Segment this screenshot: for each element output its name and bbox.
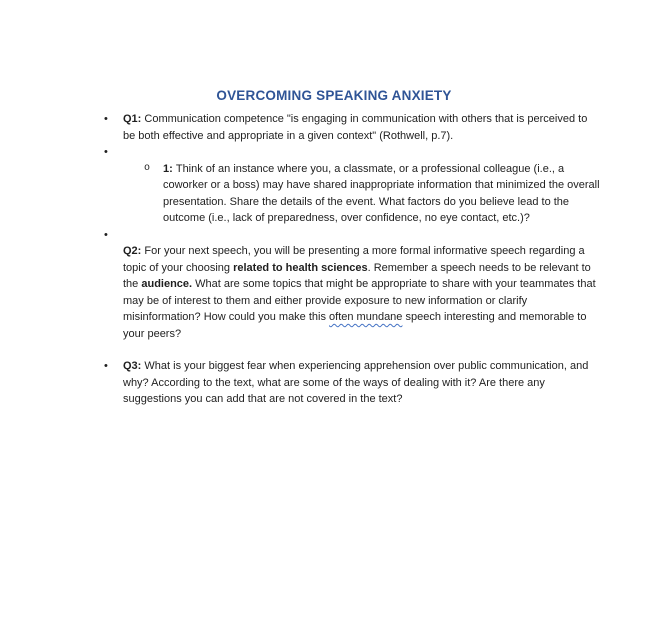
bullet-marker-icon: •: [104, 360, 108, 372]
text-run: . Remember a speech needs to be relevant to the: [123, 261, 591, 290]
text-run: What are some topics that might be appropriate to share with your teammates that may be of interest to them and either provide exposure to new information or clarify misinformation? How could you make this: [123, 278, 596, 323]
bullet-marker-icon: •: [104, 228, 108, 241]
paragraph-text: [123, 144, 598, 161]
text-run: Q1:: [123, 113, 145, 125]
bullet-empty-2: [104, 227, 598, 244]
text-run: speech interesting and memorable to your peers?: [123, 311, 587, 340]
paragraph-text: [123, 243, 598, 342]
text-run: Think of an instance where you, a classmate, or a professional colleague (i.e., a coworker or a boss) may have shared inappropriate information that minimized the overall presentation. Share the details of the event. What factors do you believe lead to the outcome (i.e., lack of preparedness, over confidence, no eye contact, etc.)?: [163, 162, 600, 224]
no-marker: [104, 243, 123, 260]
bullet-marker-icon: •: [104, 113, 108, 125]
text-run: Communication competence "is engaging in communication with others that is perceived to be both effective and appropriate in a given context" (Rothwell, p.7).: [123, 113, 588, 142]
grammar-check-squiggle-text: often mundane: [329, 311, 403, 323]
bullet-marker-icon: o: [144, 162, 151, 174]
paragraph-text: [123, 111, 598, 144]
bullet-q3: [104, 358, 598, 408]
paragraph-text: [123, 227, 598, 244]
document-body: [104, 111, 604, 408]
text-run: Q2:: [123, 245, 145, 257]
text-run: Q3:: [123, 360, 145, 372]
text-run: 1:: [163, 162, 176, 175]
bullet-empty-1: [104, 144, 598, 161]
paragraph-text: [123, 358, 598, 408]
text-run: For your next speech, you will be presenting a more formal informative speech regarding a topic of your choosing: [123, 245, 585, 274]
sub-bullet-1: [144, 161, 602, 227]
bullet-marker-icon: •: [104, 146, 108, 158]
page-title: OVERCOMING SPEAKING ANXIETY: [216, 88, 452, 103]
paragraph-q2: [104, 243, 598, 342]
paragraph-text: [163, 161, 602, 227]
bullet-q1: [104, 111, 598, 144]
text-run: related to health sciences: [233, 261, 368, 274]
text-run: audience.: [141, 278, 193, 290]
text-run: What is your biggest fear when experiencing apprehension over public communication, and why? According to the text, what are some of the ways of dealing with it? Are there any suggestions you can add that are not covered in the text?: [123, 360, 589, 405]
